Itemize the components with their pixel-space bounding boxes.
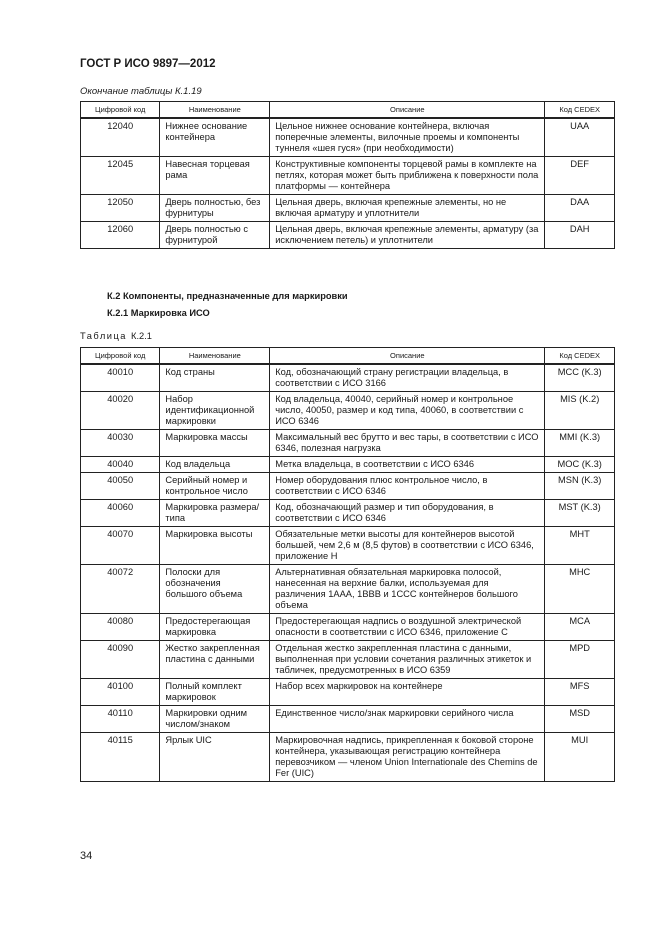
- table-row: [81, 195, 615, 222]
- cell-name: Ярлык UIC: [160, 733, 270, 782]
- cell-code: 40060: [81, 500, 160, 527]
- cell-description: Предостерегающая надпись о воздушной электрической опасности в соответствии с ИСО 6346, приложение С: [270, 614, 545, 641]
- cell-cedex: DAH: [545, 222, 615, 249]
- cell-code: 40110: [81, 706, 160, 733]
- cell-name: Дверь полностью, без фурнитуры: [160, 195, 270, 222]
- column-header-code: Цифровой код: [81, 348, 160, 365]
- cell-name: Маркировка высоты: [160, 527, 270, 565]
- cell-cedex: MIS (K.2): [545, 392, 615, 430]
- table-row: [81, 614, 615, 641]
- cell-description: Обязательные метки высоты для контейнеров высотой большей, чем 2,6 м (8,5 футов) в соответствии с ИСО 6346, приложение Н: [270, 527, 545, 565]
- column-header-cedex: Код CEDEX: [545, 348, 615, 365]
- cell-cedex: MUI: [545, 733, 615, 782]
- cell-name: Жестко закрепленная пластина с данными: [160, 641, 270, 679]
- cell-code: 40030: [81, 430, 160, 457]
- cell-description: Набор всех маркировок на контейнере: [270, 679, 545, 706]
- cell-description: Код, обозначающий размер и тип оборудования, в соответствии с ИСО 6346: [270, 500, 545, 527]
- cell-cedex: MFS: [545, 679, 615, 706]
- cell-name: Маркировки одним числом/знаком: [160, 706, 270, 733]
- table-caption-continuation: Окончание таблицы К.1.19: [80, 86, 202, 97]
- cell-name: Навесная торцевая рама: [160, 157, 270, 195]
- cell-description: Конструктивные компоненты торцевой рамы в комплекте на петлях, которая может быть приближена к поверхности пола платформы — контейнера: [270, 157, 545, 195]
- cell-name: Полоски для обозначения большого объема: [160, 565, 270, 614]
- cell-cedex: MCA: [545, 614, 615, 641]
- table-caption-word: Таблица: [80, 331, 127, 341]
- cell-description: Код, обозначающий страну регистрации владельца, в соответствии с ИСО 3166: [270, 364, 545, 392]
- cell-name: Серийный номер и контрольное число: [160, 473, 270, 500]
- cell-name: Маркировка массы: [160, 430, 270, 457]
- cell-cedex: MSN (K.3): [545, 473, 615, 500]
- cell-description: Метка владельца, в соответствии с ИСО 6346: [270, 457, 545, 473]
- cell-name: Нижнее основание контейнера: [160, 118, 270, 157]
- column-header-code: Цифровой код: [81, 102, 160, 119]
- cell-code: 40040: [81, 457, 160, 473]
- table-row: [81, 706, 615, 733]
- cell-cedex: DEF: [545, 157, 615, 195]
- cell-code: 40072: [81, 565, 160, 614]
- cell-name: Код владельца: [160, 457, 270, 473]
- table-row: [81, 222, 615, 249]
- cell-cedex: DAA: [545, 195, 615, 222]
- table-row: [81, 500, 615, 527]
- cell-cedex: MCC (K.3): [545, 364, 615, 392]
- cell-cedex: MPD: [545, 641, 615, 679]
- cell-description: Альтернативная обязательная маркировка полосой, нанесенная на верхние балки, используемая для различения 1ААА, 1ВВВ и 1ССС контейнеров большого объема: [270, 565, 545, 614]
- document-header: ГОСТ Р ИСО 9897—2012: [80, 58, 216, 70]
- table-row: [81, 118, 615, 157]
- table-row: [81, 527, 615, 565]
- table-header-row: [81, 102, 615, 119]
- cell-cedex: MMI (K.3): [545, 430, 615, 457]
- table-row: [81, 392, 615, 430]
- cell-code: 40010: [81, 364, 160, 392]
- cell-description: Отдельная жестко закрепленная пластина с данными, выполненная при условии сочетания различных этикеток и табличек, предусмотренных в ИСО 6359: [270, 641, 545, 679]
- table-row: [81, 430, 615, 457]
- table-k-1-19: [80, 101, 615, 249]
- cell-description: Максимальный вес брутто и вес тары, в соответствии с ИСО 6346, полезная нагрузка: [270, 430, 545, 457]
- cell-name: Дверь полностью с фурнитурой: [160, 222, 270, 249]
- section-heading-k2-1: К.2.1 Маркировка ИСО: [107, 308, 210, 318]
- cell-code: 12040: [81, 118, 160, 157]
- cell-code: 40070: [81, 527, 160, 565]
- table-k-2-1: [80, 347, 615, 782]
- table-caption-number: К.2.1: [131, 331, 152, 341]
- cell-description: Номер оборудования плюс контрольное число, в соответствии с ИСО 6346: [270, 473, 545, 500]
- table-row: [81, 457, 615, 473]
- table-row: [81, 565, 615, 614]
- cell-cedex: MHT: [545, 527, 615, 565]
- cell-code: 12060: [81, 222, 160, 249]
- table-header-row: [81, 348, 615, 365]
- cell-description: Маркировочная надпись, прикрепленная к боковой стороне контейнера, указывающая регистрацию контейнера перевозчиком — членом Union Internationale des Chemins de Fer (UIC): [270, 733, 545, 782]
- cell-code: 12045: [81, 157, 160, 195]
- cell-code: 12050: [81, 195, 160, 222]
- column-header-description: Описание: [270, 348, 545, 365]
- cell-cedex: MHC: [545, 565, 615, 614]
- cell-cedex: MSD: [545, 706, 615, 733]
- column-header-description: Описание: [270, 102, 545, 119]
- column-header-name: Наименование: [160, 102, 270, 119]
- cell-description: Код владельца, 40040, серийный номер и контрольное число, 40050, размер и код типа, 40060, в соответствии с ИСО 6346: [270, 392, 545, 430]
- table-row: [81, 641, 615, 679]
- cell-description: Цельное нижнее основание контейнера, включая поперечные элементы, вилочные проемы и компоненты туннеля «шея гуся» (при необходимости): [270, 118, 545, 157]
- table-row: [81, 473, 615, 500]
- cell-description: Цельная дверь, включая крепежные элементы, но не включая арматуру и уплотнители: [270, 195, 545, 222]
- cell-name: Маркировка размера/типа: [160, 500, 270, 527]
- cell-code: 40020: [81, 392, 160, 430]
- table-row: [81, 364, 615, 392]
- cell-description: Единственное число/знак маркировки серийного числа: [270, 706, 545, 733]
- cell-name: Полный комплект маркировок: [160, 679, 270, 706]
- cell-name: Предостерегающая маркировка: [160, 614, 270, 641]
- column-header-name: Наименование: [160, 348, 270, 365]
- cell-cedex: MST (K.3): [545, 500, 615, 527]
- table-row: [81, 157, 615, 195]
- table-caption: [80, 331, 152, 341]
- cell-cedex: UAA: [545, 118, 615, 157]
- cell-code: 40100: [81, 679, 160, 706]
- cell-code: 40090: [81, 641, 160, 679]
- cell-description: Цельная дверь, включая крепежные элементы, арматуру (за исключением петель) и уплотнители: [270, 222, 545, 249]
- cell-name: Набор идентификационной маркировки: [160, 392, 270, 430]
- section-heading-k2: К.2 Компоненты, предназначенные для маркировки: [107, 291, 348, 301]
- cell-cedex: MOC (K.3): [545, 457, 615, 473]
- cell-code: 40115: [81, 733, 160, 782]
- table-row: [81, 679, 615, 706]
- cell-name: Код страны: [160, 364, 270, 392]
- cell-code: 40080: [81, 614, 160, 641]
- table-row: [81, 733, 615, 782]
- cell-code: 40050: [81, 473, 160, 500]
- column-header-cedex: Код CEDEX: [545, 102, 615, 119]
- page-number: 34: [80, 850, 93, 862]
